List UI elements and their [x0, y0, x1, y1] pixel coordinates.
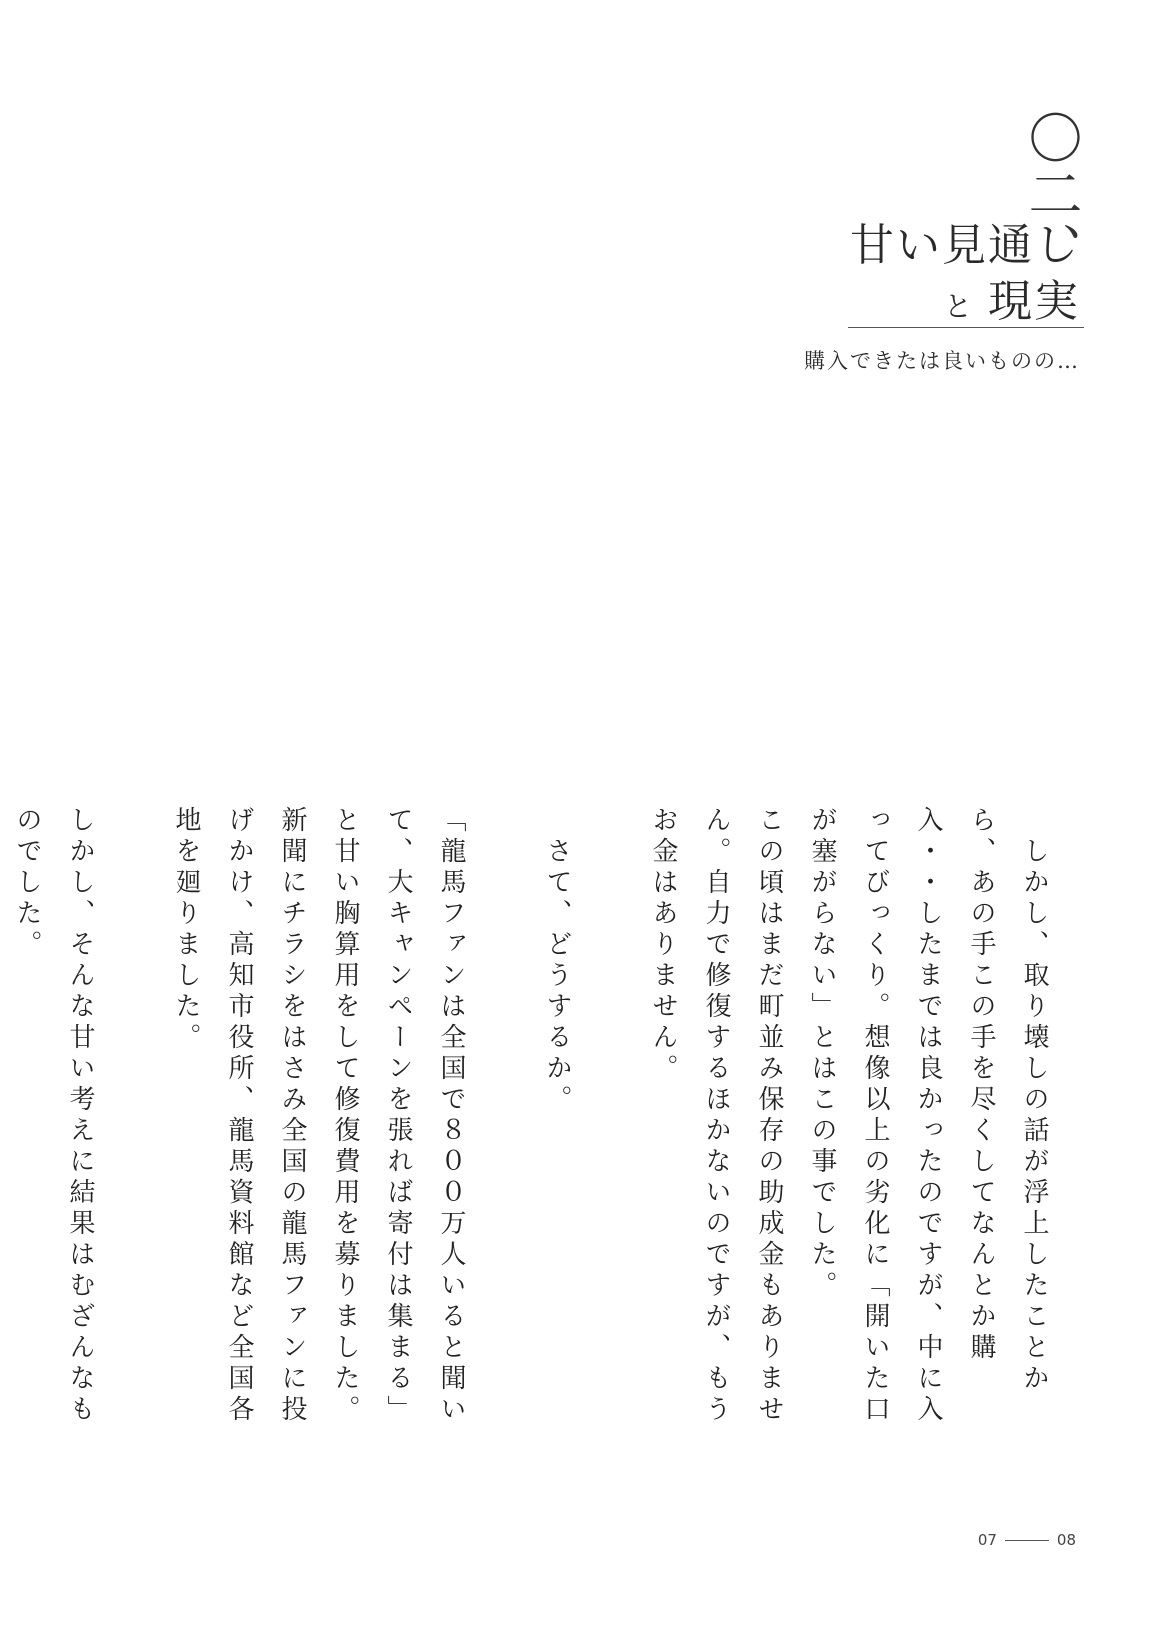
page-number-left: 07: [977, 1531, 997, 1549]
page-number-separator: [1005, 1540, 1049, 1541]
chapter-title: [850, 218, 1080, 335]
paragraph-spacer: [106, 806, 159, 1456]
paragraph-spacer: [477, 806, 530, 1456]
chapter-subtitle: 購入できたは良いものの…: [804, 349, 1080, 373]
paragraph-1: しかし、取り壊しの話が浮上したことから、あの手この手を尽くしてなんとか購入・・したまでは良かったのですが、中に入ってびっくり。想像以上の劣化に「開いた口が塞がらない」とはこの事でした。: [807, 806, 1049, 1426]
chapter-title-line2-text: 現実: [988, 276, 1080, 327]
page-number-right: 08: [1056, 1531, 1076, 1549]
chapter-title-particle: と: [943, 290, 974, 323]
paragraph-2: この頃はまだ町並み保存の助成金もありません。自力で修復するほかないのですが、もうお金はありません。: [648, 806, 784, 1426]
chapter-title-line2: [850, 274, 1080, 335]
chapter-title-line1: 甘い見通し: [850, 220, 1080, 271]
paragraph-3: さて、どうするか。: [542, 806, 572, 1116]
chapter-number: 〇二、: [1020, 110, 1083, 278]
paragraph-spacer: [583, 806, 636, 1456]
title-divider: [848, 327, 1084, 328]
body-text: [12, 806, 1060, 1456]
page-numbers: [978, 1531, 1076, 1549]
paragraph-4: 「龍馬ファンは全国で８００万人いると聞いて、大キャンペーンを張れば寄付は集まる」と甘い胸算用をして修復費用を募りました。新聞にチラシをはさみ全国の龍馬ファンに投げかけ、高知市役所、龍馬資料館など全国各地を廻りました。: [171, 806, 466, 1426]
paragraph-5: しかし、そんな甘い考えに結果はむざんなものでした。: [12, 806, 95, 1426]
